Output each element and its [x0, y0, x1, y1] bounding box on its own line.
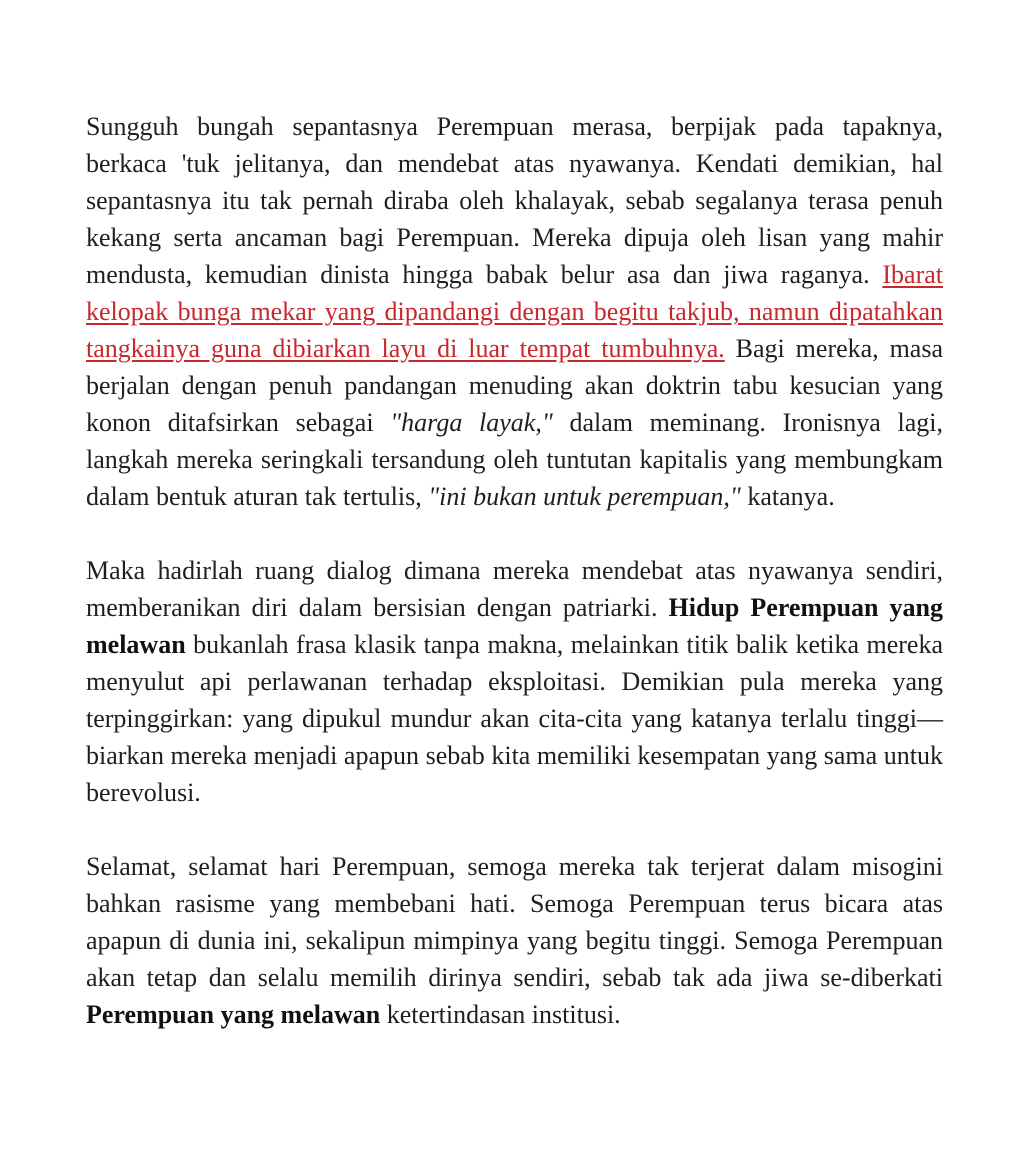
text-segment: Maka hadirlah ruang dialog dimana mereka mendebat atas nyawanya sendiri, memberanikan diri dalam bersisian dengan patriarki.	[86, 556, 943, 622]
document-body	[86, 108, 943, 1033]
paragraph-3	[86, 848, 943, 1033]
italic-phrase: "ini bukan untuk perempuan,"	[428, 482, 741, 511]
text-segment: Bagi mereka, masa berjalan dengan penuh pandangan menuding akan doktrin tabu kesucian yang konon ditafsirkan sebagai	[86, 334, 943, 437]
text-segment: Selamat, selamat hari Perempuan, semoga mereka tak terjerat dalam misogini bahkan rasisme yang membebani hati. Semoga Perempuan terus bicara atas apapun di dunia ini, sekalipun mimpinya yang begitu tinggi. Semoga Perempuan akan tetap dan selalu memilih dirinya sendiri, sebab tak ada jiwa se-diberkati	[86, 852, 943, 992]
text-segment: Sungguh bungah sepantasnya Perempuan merasa, berpijak pada tapaknya, berkaca 'tuk jelitanya, dan mendebat atas nyawanya. Kendati demikian, hal sepantasnya itu tak pernah diraba oleh khalayak, sebab segalanya terasa penuh kekang serta ancaman bagi Perempuan. Mereka dipuja oleh lisan yang mahir mendusta, kemudian dinista hingga babak belur asa dan jiwa raganya.	[86, 112, 943, 289]
bold-phrase: Perempuan yang melawan	[86, 1000, 381, 1029]
paragraph-2	[86, 552, 943, 811]
paragraph-1	[86, 108, 943, 515]
text-segment: ketertindasan institusi.	[380, 1000, 621, 1029]
text-segment: dalam meminang. Ironisnya lagi, langkah mereka seringkali tersandung oleh tuntutan kapitalis yang membungkam dalam bentuk aturan tak tertulis,	[86, 408, 944, 511]
text-segment: bukanlah frasa klasik tanpa makna, melainkan titik balik ketika mereka menyulut api perlawanan terhadap eksploitasi. Demikian pula mereka yang terpinggirkan: yang dipukul mundur akan cita-cita yang katanya terlalu tinggi—biarkan mereka menjadi apapun sebab kita memiliki kesempatan yang sama untuk berevolusi.	[86, 630, 943, 807]
text-segment: katanya.	[740, 482, 835, 511]
highlighted-quote: Ibarat kelopak bunga mekar yang dipandangi dengan begitu takjub, namun dipatahkan tangkainya guna dibiarkan layu di luar tempat tumbuhnya.	[86, 260, 943, 363]
italic-phrase: "harga layak,"	[390, 408, 553, 437]
bold-phrase: Hidup Perempuan yang melawan	[86, 593, 943, 659]
